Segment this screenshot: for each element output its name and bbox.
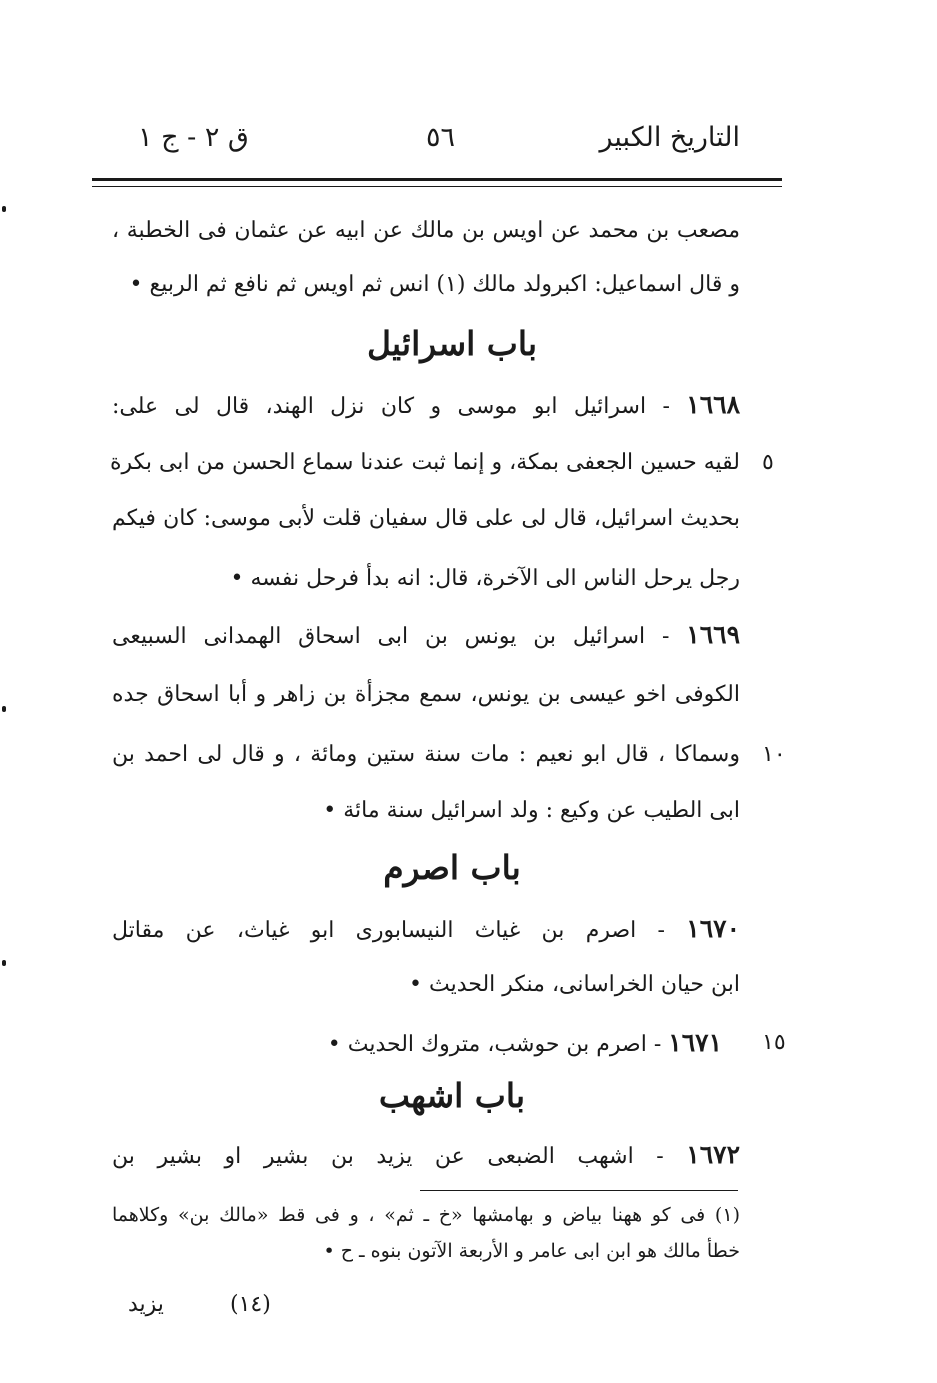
footnote-line: خطأ مالك هو ابن ابى عامر و الأربعة الآتون بنوه ـ ح • bbox=[323, 1240, 740, 1262]
volume-reference: ق ٢ - ج ١ bbox=[138, 122, 249, 153]
entry-first-line bbox=[112, 912, 740, 948]
text-line: بحديث اسرائيل، قال لى على قال سفيان قلت لأبى موسى: كان فيكم bbox=[112, 506, 740, 531]
scan-edge-mark bbox=[2, 206, 6, 212]
section-heading: باب اصرم bbox=[383, 848, 521, 887]
section-heading: باب اشهب bbox=[378, 1076, 526, 1115]
text-line: لقيه حسين الجعفى بمكة، و إنما ثبت عندنا سماع الحسن من ابى بكرة bbox=[110, 450, 740, 475]
entry-text: - اسرائيل ابو موسى و كان نزل الهند، قال لى على: bbox=[112, 394, 670, 419]
entry-text: - اشهب الضبعى عن يزيد بن بشير او بشير بن bbox=[112, 1144, 664, 1169]
page-number: ٥٦ bbox=[426, 122, 456, 153]
entry-first-line bbox=[112, 1138, 740, 1174]
entry-first-line bbox=[202, 1026, 722, 1062]
header-rule-thick bbox=[92, 178, 782, 181]
text-line: وسماكا ، قال ابو نعيم : مات سنة ستين ومائة ، و قال لى احمد بن bbox=[112, 742, 740, 767]
scan-edge-mark bbox=[2, 706, 6, 712]
scan-edge-mark bbox=[2, 960, 6, 966]
entry-first-line bbox=[112, 388, 740, 424]
text-line: مصعب بن محمد عن اويس بن مالك عن ابيه عن عثمان فى الخطبة ، bbox=[112, 218, 740, 243]
catchword: يزيد bbox=[128, 1292, 164, 1317]
entry-text: - اصرم بن غياث النيسابورى ابو غياث، عن مقاتل bbox=[112, 918, 665, 943]
entry-number: ١٦٧٠ bbox=[686, 914, 740, 943]
footnote-line: (١) فى كو ههنا بياض و بهامشها «خ ـ ثم» ، و فى قط «مالك بن» وكلاهما bbox=[112, 1204, 740, 1226]
text-line: ابن حيان الخراسانى، منكر الحديث • bbox=[409, 972, 740, 997]
running-header bbox=[138, 122, 740, 166]
entry-number: ١٦٦٩ bbox=[686, 620, 740, 649]
section-heading: باب اسرائيل bbox=[366, 324, 538, 363]
entry-number: ١٦٧٢ bbox=[686, 1140, 740, 1169]
text-line: الكوفى اخو عيسى بن يونس، سمع مجزأة بن زاهر و أبا اسحاق جده bbox=[112, 682, 740, 707]
line-number-10: ١٠ bbox=[762, 742, 786, 767]
header-rule-thin bbox=[92, 186, 782, 187]
line-number-15: ١٥ bbox=[762, 1030, 786, 1055]
footnote-rule bbox=[420, 1190, 738, 1191]
entry-first-line bbox=[112, 618, 740, 654]
entry-text: - اصرم بن حوشب، متروك الحديث • bbox=[327, 1032, 662, 1057]
text-line: و قال اسماعيل: اكبرولد مالك (١) انس ثم اويس ثم نافع ثم الربيع • bbox=[129, 272, 740, 297]
entry-number: ١٦٧١ bbox=[668, 1028, 722, 1057]
line-number-5: ٥ bbox=[762, 450, 774, 475]
book-title: التاريخ الكبير bbox=[599, 122, 740, 153]
signature-mark: (١٤) bbox=[230, 1292, 271, 1317]
text-line: ابى الطيب عن وكيع : ولد اسرائيل سنة مائة • bbox=[323, 798, 740, 823]
entry-text: - اسرائيل بن يونس بن ابى اسحاق الهمدانى السبيعى bbox=[112, 624, 670, 649]
text-line: رجل يرحل الناس الى الآخرة، قال: انه بدأ فرحل نفسه • bbox=[230, 566, 740, 591]
entry-number: ١٦٦٨ bbox=[686, 390, 740, 419]
